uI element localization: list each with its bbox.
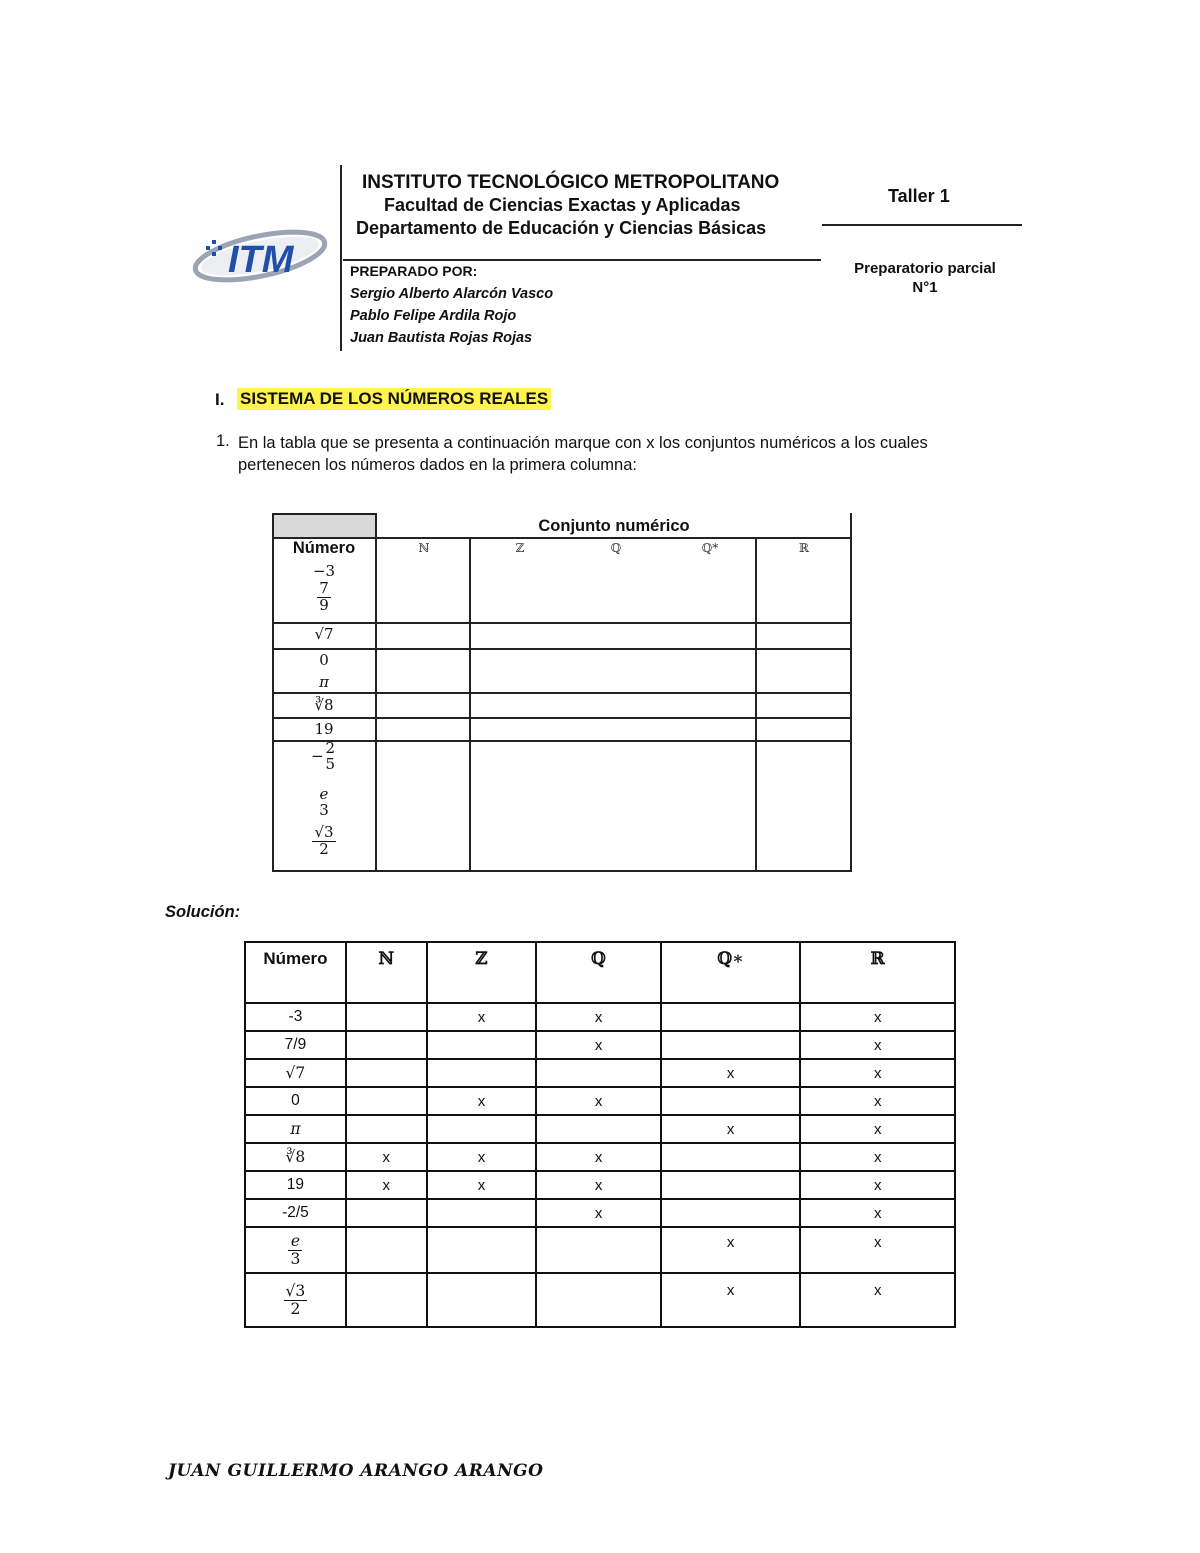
minus-sign: − — [310, 746, 324, 765]
author-2: Pablo Felipe Ardila Rojo — [350, 308, 517, 324]
row-number: 0 — [245, 1087, 346, 1115]
cell-qstar — [661, 1171, 801, 1199]
number-sqrt7: √7 — [314, 625, 334, 643]
number-neg3: −3 — [312, 562, 336, 580]
cell-r: x — [800, 1171, 955, 1199]
frac-num: e — [319, 785, 329, 803]
cell-r: x — [800, 1199, 955, 1227]
cell-r: x — [800, 1003, 955, 1031]
table-row — [245, 1199, 955, 1227]
cell-q: x — [536, 1171, 661, 1199]
itm-logo — [190, 218, 330, 288]
frac-num: 7 — [319, 579, 329, 597]
table-row — [245, 1003, 955, 1031]
preparatory-line-2: N°1 — [912, 279, 938, 296]
set-n-header: ℕ — [418, 541, 430, 555]
cell-z — [427, 1273, 537, 1327]
frac-den: 2 — [319, 839, 329, 858]
row-number: 19 — [245, 1171, 346, 1199]
cell-q: x — [536, 1143, 661, 1171]
cell-n — [346, 1199, 427, 1227]
cell-n — [346, 1115, 427, 1143]
cell-qstar — [661, 1087, 801, 1115]
row-number — [245, 1227, 346, 1273]
table-row — [245, 1143, 955, 1171]
row-number: ∛8 — [245, 1143, 346, 1171]
cell-qstar — [661, 1003, 801, 1031]
cell-r: x — [800, 1227, 955, 1273]
cell-q: x — [536, 1199, 661, 1227]
table-row — [245, 1087, 955, 1115]
department-name: Departamento de Educación y Ciencias Básicas — [356, 218, 767, 238]
row-number: √7 — [245, 1059, 346, 1087]
cell-z: x — [427, 1087, 537, 1115]
group-header: Conjunto numérico — [538, 517, 690, 535]
blank-sets-table — [272, 513, 852, 872]
cell-n: x — [346, 1143, 427, 1171]
number-19: 19 — [314, 720, 334, 738]
cell-r: x — [800, 1087, 955, 1115]
header-divider — [343, 259, 821, 261]
author-1: Sergio Alberto Alarcón Vasco — [350, 286, 554, 302]
cell-r: x — [800, 1273, 955, 1327]
header-r: ℝ — [800, 942, 955, 1003]
frac-den: 3 — [290, 1249, 301, 1268]
row-number: -2/5 — [245, 1199, 346, 1227]
faculty-name: Facultad de Ciencias Exactas y Aplicadas — [384, 195, 741, 215]
row-number: 7/9 — [245, 1031, 346, 1059]
frac-num: √3 — [285, 1282, 306, 1301]
frac-num: 2 — [325, 739, 336, 757]
cell-z — [427, 1199, 537, 1227]
question-text: En la tabla que se presenta a continuación marque con x los conjuntos numéricos a los cuales pertenecen los números dados en la primera columna: — [238, 434, 928, 474]
frac-den: 9 — [319, 595, 329, 614]
set-z-header: ℤ — [515, 541, 525, 555]
cell-z — [427, 1059, 537, 1087]
header-q: ℚ — [536, 942, 661, 1003]
frac-den: 5 — [325, 754, 336, 773]
number-sqrt3-2 — [274, 825, 374, 858]
table-row — [245, 1059, 955, 1087]
cell-q — [536, 1273, 661, 1327]
solution-label: Solución: — [165, 903, 241, 921]
header-number: Número — [245, 942, 346, 1003]
preparatory-line-1: Preparatorio parcial — [854, 260, 996, 277]
header-qstar: ℚ∗ — [661, 942, 801, 1003]
row-number — [245, 1273, 346, 1327]
cell-n — [346, 1003, 427, 1031]
cell-q — [536, 1227, 661, 1273]
table-row — [245, 1031, 955, 1059]
cell-qstar: x — [661, 1115, 801, 1143]
cell-z — [427, 1227, 537, 1273]
number-zero: 0 — [319, 651, 329, 669]
cell-q — [536, 1059, 661, 1087]
number-pi: π — [319, 673, 329, 691]
cell-qstar — [661, 1199, 801, 1227]
cell-n — [346, 1087, 427, 1115]
prepared-by-label: PREPARADO POR: — [350, 263, 478, 279]
header-n: ℕ — [346, 942, 427, 1003]
cell-qstar: x — [661, 1059, 801, 1087]
cell-r: x — [800, 1031, 955, 1059]
header-z: ℤ — [427, 942, 537, 1003]
row-number: -3 — [245, 1003, 346, 1031]
frac-num: e — [288, 1233, 302, 1250]
number-header: Número — [292, 539, 356, 557]
row-number: π — [245, 1115, 346, 1143]
workshop-divider — [822, 224, 1022, 226]
frac-num: √3 — [314, 823, 334, 841]
cell-z — [427, 1031, 537, 1059]
table-row — [245, 1171, 955, 1199]
logo-text: ITM — [228, 239, 294, 281]
preparatory-label — [835, 259, 1015, 297]
question-number: 1. — [216, 432, 230, 450]
cell-qstar — [661, 1143, 801, 1171]
cell-qstar: x — [661, 1227, 801, 1273]
set-q-header: ℚ — [610, 541, 622, 555]
number-neg2-5 — [274, 741, 374, 773]
institute-name: INSTITUTO TECNOLÓGICO METROPOLITANO — [362, 172, 780, 193]
number-e-3 — [274, 787, 374, 819]
cell-z — [427, 1115, 537, 1143]
table-row — [245, 1115, 955, 1143]
workshop-title: Taller 1 — [888, 186, 950, 206]
cell-r: x — [800, 1143, 955, 1171]
cell-n — [346, 1059, 427, 1087]
cell-n — [346, 1273, 427, 1327]
cell-n — [346, 1227, 427, 1273]
header-divider-vertical — [340, 165, 342, 351]
cell-qstar: x — [661, 1273, 801, 1327]
cell-r: x — [800, 1115, 955, 1143]
cell-z: x — [427, 1171, 537, 1199]
cell-qstar — [661, 1031, 801, 1059]
section-number: I. — [215, 390, 225, 409]
cell-q — [536, 1115, 661, 1143]
author-3: Juan Bautista Rojas Rojas — [350, 330, 533, 346]
cell-q: x — [536, 1087, 661, 1115]
number-7-9 — [274, 581, 374, 614]
set-qstar-header: ℚ* — [701, 541, 719, 555]
section-title: SISTEMA DE LOS NÚMEROS REALES — [237, 388, 551, 410]
frac-den: 2 — [290, 1299, 301, 1318]
solution-header-row — [245, 942, 955, 1003]
footer-author: JUAN GUILLERMO ARANGO ARANGO — [168, 1461, 544, 1481]
cell-q: x — [536, 1031, 661, 1059]
cell-n: x — [346, 1171, 427, 1199]
cell-r: x — [800, 1059, 955, 1087]
cell-z: x — [427, 1003, 537, 1031]
cell-z: x — [427, 1143, 537, 1171]
solution-table — [244, 941, 956, 1328]
table-row — [245, 1227, 955, 1273]
cell-q: x — [536, 1003, 661, 1031]
set-r-header: ℝ — [799, 541, 809, 555]
table-row — [245, 1273, 955, 1327]
frac-den: 3 — [319, 800, 329, 819]
cell-n — [346, 1031, 427, 1059]
number-cbrt8: ∛8 — [314, 696, 334, 714]
